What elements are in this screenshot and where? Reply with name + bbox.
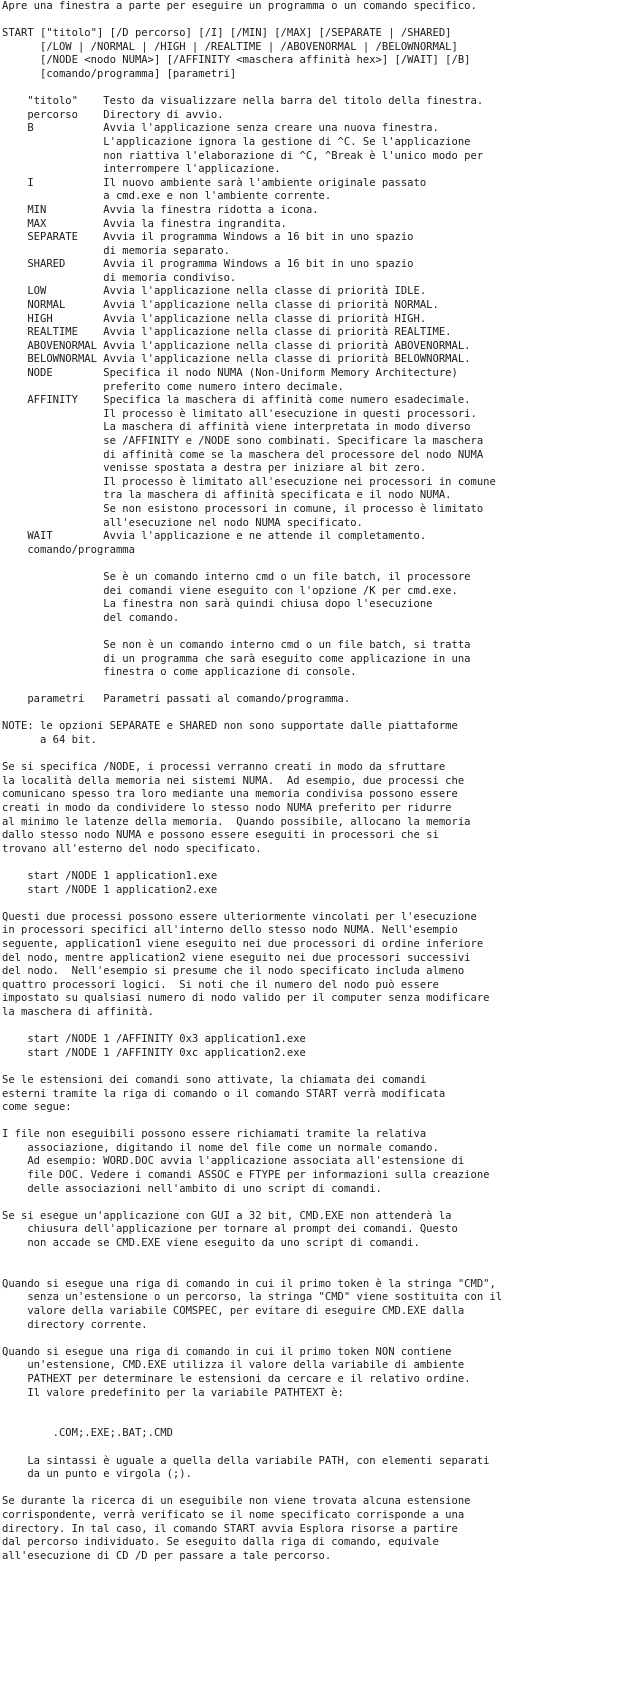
help-line: [/NODE <nodo NUMA>] [/AFFINITY <maschera affinità hex>] [/WAIT] [/B] xyxy=(2,54,471,67)
help-line: non riattiva l'elaborazione di ^C, ^Break è l'unico modo per xyxy=(2,149,484,162)
help-line: Il processo è limitato all'esecuzione nei processori in comune xyxy=(2,475,496,488)
help-line: La sintassi è uguale a quella della variabile PATH, con elementi separati xyxy=(2,1454,490,1467)
help-line: Se le estensioni dei comandi sono attivate, la chiamata dei comandi xyxy=(2,1073,427,1086)
help-line xyxy=(2,1060,640,1074)
help-line: Il valore predefinito per la variabile PATHTEXT è: xyxy=(2,1386,344,1399)
help-line: creati in modo da condividere lo stesso nodo NUMA preferito per ridurre xyxy=(2,802,452,815)
help-line: MIN Avvia la finestra ridotta a icona. xyxy=(2,203,319,216)
help-line: seguente, application1 viene eseguito nei due processori di ordine inferiore xyxy=(2,937,484,950)
help-line: al minimo le latenze della memoria. Quando possibile, allocano la memoria xyxy=(2,815,471,828)
help-line: trovano all'esterno del nodo specificato. xyxy=(2,842,262,855)
help-line: di memoria separato. xyxy=(2,244,230,257)
help-line xyxy=(2,1196,640,1210)
help-line: venisse spostata a destra per iniziare al bit zero. xyxy=(2,462,427,475)
help-line: START ["titolo"] [/D percorso] [/I] [/MIN] [/MAX] [/SEPARATE | /SHARED] xyxy=(2,27,452,40)
help-line: se /AFFINITY e /NODE sono combinati. Specificare la maschera xyxy=(2,435,484,447)
help-line: all'esecuzione nel nodo NUMA specificato. xyxy=(2,516,363,529)
help-line: Ad esempio: WORD.DOC avvia l'applicazione associata all'estensione di xyxy=(2,1155,465,1168)
help-line xyxy=(2,707,640,721)
help-line: start /NODE 1 /AFFINITY 0x3 application1.exe xyxy=(2,1033,306,1046)
help-line: esterni tramite la riga di comando o il comando START verrà modificata xyxy=(2,1087,446,1100)
help-line: L'applicazione ignora la gestione di ^C. Se l'applicazione xyxy=(2,135,471,148)
help-line: I file non eseguibili possono essere richiamati tramite la relativa xyxy=(2,1128,427,1141)
help-line: quattro processori logici. Si noti che il numero del nodo può essere xyxy=(2,978,439,991)
help-line: a 64 bit. xyxy=(2,734,97,747)
help-line: tra la maschera di affinità specificata e il nodo NUMA. xyxy=(2,489,452,502)
help-line: del nodo, mentre application2 viene eseguito nei due processori successivi xyxy=(2,951,471,964)
help-line xyxy=(2,14,640,28)
help-line: Se si esegue un'applicazione con GUI a 32 bit, CMD.EXE non attenderà la xyxy=(2,1209,452,1222)
help-line: ABOVENORMAL Avvia l'applicazione nella classe di priorità ABOVENORMAL. xyxy=(2,339,471,352)
help-line xyxy=(2,1264,640,1278)
help-line: finestra o come applicazione di console. xyxy=(2,666,357,679)
help-line: interrompere l'applicazione. xyxy=(2,163,281,176)
help-line: chiusura dell'applicazione per tornare al prompt dei comandi. Questo xyxy=(2,1223,458,1236)
help-line: comunicano spesso tra loro mediante una memoria condivisa possono essere xyxy=(2,788,458,801)
help-line: di memoria condiviso. xyxy=(2,271,237,284)
help-line: SEPARATE Avvia il programma Windows a 16 bit in uno spazio xyxy=(2,231,414,244)
help-line: corrispondente, verrà verificato se il nome specificato corrisponde a una xyxy=(2,1508,465,1521)
help-line: Se non esistono processori in comune, il processo è limitato xyxy=(2,502,484,515)
help-line: in processori specifici all'interno dello stesso nodo NUMA. Nell'esempio xyxy=(2,924,458,937)
help-line xyxy=(2,557,640,571)
help-line: HIGH Avvia l'applicazione nella classe di priorità HIGH. xyxy=(2,312,427,325)
help-line: valore della variabile COMSPEC, per evitare di eseguire CMD.EXE dalla xyxy=(2,1305,465,1317)
help-line: come segue: xyxy=(2,1101,72,1114)
help-line: percorso Directory di avvio. xyxy=(2,108,224,121)
help-line: Apre una finestra a parte per eseguire un programma o un comando specifico. xyxy=(2,0,477,12)
help-line: Questi due processi possono essere ulteriormente vincolati per l'esecuzione xyxy=(2,910,477,923)
help-line: .COM;.EXE;.BAT;.CMD xyxy=(2,1427,173,1440)
help-line: BELOWNORMAL Avvia l'applicazione nella classe di priorità BELOWNORMAL. xyxy=(2,353,471,366)
help-line xyxy=(2,1414,640,1428)
help-line: all'esecuzione di CD /D per passare a tale percorso. xyxy=(2,1549,332,1562)
help-line: Se è un comando interno cmd o un file batch, il processore xyxy=(2,570,471,583)
help-line: SHARED Avvia il programma Windows a 16 bit in uno spazio xyxy=(2,258,414,271)
help-line: del comando. xyxy=(2,611,180,624)
help-line: LOW Avvia l'applicazione nella classe di priorità IDLE. xyxy=(2,285,427,298)
help-line xyxy=(2,1115,640,1129)
help-line: dei comandi viene eseguito con l'opzione /K per cmd.exe. xyxy=(2,584,458,597)
help-line: dallo stesso nodo NUMA e possono essere eseguiti in processori che si xyxy=(2,829,439,842)
help-line: La finestra non sarà quindi chiusa dopo l'esecuzione xyxy=(2,598,433,611)
help-line: comando/programma xyxy=(2,543,135,556)
help-line: MAX Avvia la finestra ingrandita. xyxy=(2,217,287,230)
help-line xyxy=(2,1441,640,1455)
help-line: Se non è un comando interno cmd o un file batch, si tratta xyxy=(2,638,471,651)
help-line: a cmd.exe e non l'ambiente corrente. xyxy=(2,190,332,203)
help-line xyxy=(2,82,640,96)
help-line: del nodo. Nell'esempio si presume che il nodo specificato includa almeno xyxy=(2,965,465,978)
help-line: directory corrente. xyxy=(2,1318,148,1331)
help-line: un'estensione, CMD.EXE utilizza il valore della variabile di ambiente xyxy=(2,1359,465,1372)
help-line: NODE Specifica il nodo NUMA (Non-Uniform Memory Architecture) xyxy=(2,367,458,380)
help-line xyxy=(2,1400,640,1414)
help-line xyxy=(2,1020,640,1034)
help-line: impostato su qualsiasi numero di nodo valido per il computer senza modificare xyxy=(2,992,490,1005)
help-line xyxy=(2,748,640,762)
help-line xyxy=(2,625,640,639)
help-line: di affinità come se la maschera del processore del nodo NUMA xyxy=(2,448,484,461)
help-line: AFFINITY Specifica la maschera di affinità come numero esadecimale. xyxy=(2,394,471,407)
help-line: Quando si esegue una riga di comando in cui il primo token è la stringa "CMD", xyxy=(2,1277,496,1290)
help-line xyxy=(2,680,640,694)
help-line xyxy=(2,1251,640,1265)
help-line: REALTIME Avvia l'applicazione nella classe di priorità REALTIME. xyxy=(2,326,452,339)
help-line: dal percorso individuato. Se eseguito dalla riga di comando, equivale xyxy=(2,1536,439,1549)
help-line: [comando/programma] [parametri] xyxy=(2,67,237,80)
help-line: La maschera di affinità viene interpretata in modo diverso xyxy=(2,421,471,434)
help-line: senza un'estensione o un percorso, la stringa "CMD" viene sostituita con il xyxy=(2,1291,503,1304)
help-line xyxy=(2,1332,640,1346)
help-line: file DOC. Vedere i comandi ASSOC e FTYPE per informazioni sulla creazione xyxy=(2,1169,490,1182)
help-line: NORMAL Avvia l'applicazione nella classe di priorità NORMAL. xyxy=(2,299,439,312)
help-line: Il processo è limitato all'esecuzione in questi processori. xyxy=(2,407,477,420)
help-line: parametri Parametri passati al comando/programma. xyxy=(2,693,351,706)
help-line: associazione, digitando il nome del file come un normale comando. xyxy=(2,1141,439,1154)
help-line: Se si specifica /NODE, i processi verranno creati in modo da sfruttare xyxy=(2,761,446,774)
help-line xyxy=(2,856,640,870)
help-line: start /NODE 1 application1.exe xyxy=(2,870,218,882)
help-line xyxy=(2,1482,640,1496)
help-line: di un programma che sarà eseguito come applicazione in una xyxy=(2,652,471,665)
help-line: [/LOW | /NORMAL | /HIGH | /REALTIME | /ABOVENORMAL | /BELOWNORMAL] xyxy=(2,40,458,53)
help-line: B Avvia l'applicazione senza creare una nuova finestra. xyxy=(2,122,439,135)
help-line: NOTE: le opzioni SEPARATE e SHARED non sono supportate dalle piattaforme xyxy=(2,720,458,733)
help-line: start /NODE 1 /AFFINITY 0xc application2.exe xyxy=(2,1046,306,1059)
help-line: la località della memoria nei sistemi NUMA. Ad esempio, due processi che xyxy=(2,774,465,787)
help-line: directory. In tal caso, il comando START avvia Esplora risorse a partire xyxy=(2,1522,458,1535)
help-line: Quando si esegue una riga di comando in cui il primo token NON contiene xyxy=(2,1345,452,1358)
help-line: da un punto e virgola (;). xyxy=(2,1468,192,1481)
help-line: Se durante la ricerca di un eseguibile non viene trovata alcuna estensione xyxy=(2,1495,471,1508)
help-line: start /NODE 1 application2.exe xyxy=(2,883,218,896)
help-line: I Il nuovo ambiente sarà l'ambiente originale passato xyxy=(2,176,427,189)
help-line: la maschera di affinità. xyxy=(2,1005,154,1018)
help-line: preferito come numero intero decimale. xyxy=(2,380,344,393)
help-line: "titolo" Testo da visualizzare nella barra del titolo della finestra. xyxy=(2,95,484,108)
help-line: PATHEXT per determinare le estensioni da cercare e il relativo ordine. xyxy=(2,1372,471,1385)
help-line xyxy=(2,897,640,911)
help-line: non accade se CMD.EXE viene eseguito da uno script di comandi. xyxy=(2,1237,420,1250)
help-line: WAIT Avvia l'applicazione e ne attende il completamento. xyxy=(2,530,427,543)
help-line: delle associazioni nell'ambito di uno script di comandi. xyxy=(2,1182,382,1195)
